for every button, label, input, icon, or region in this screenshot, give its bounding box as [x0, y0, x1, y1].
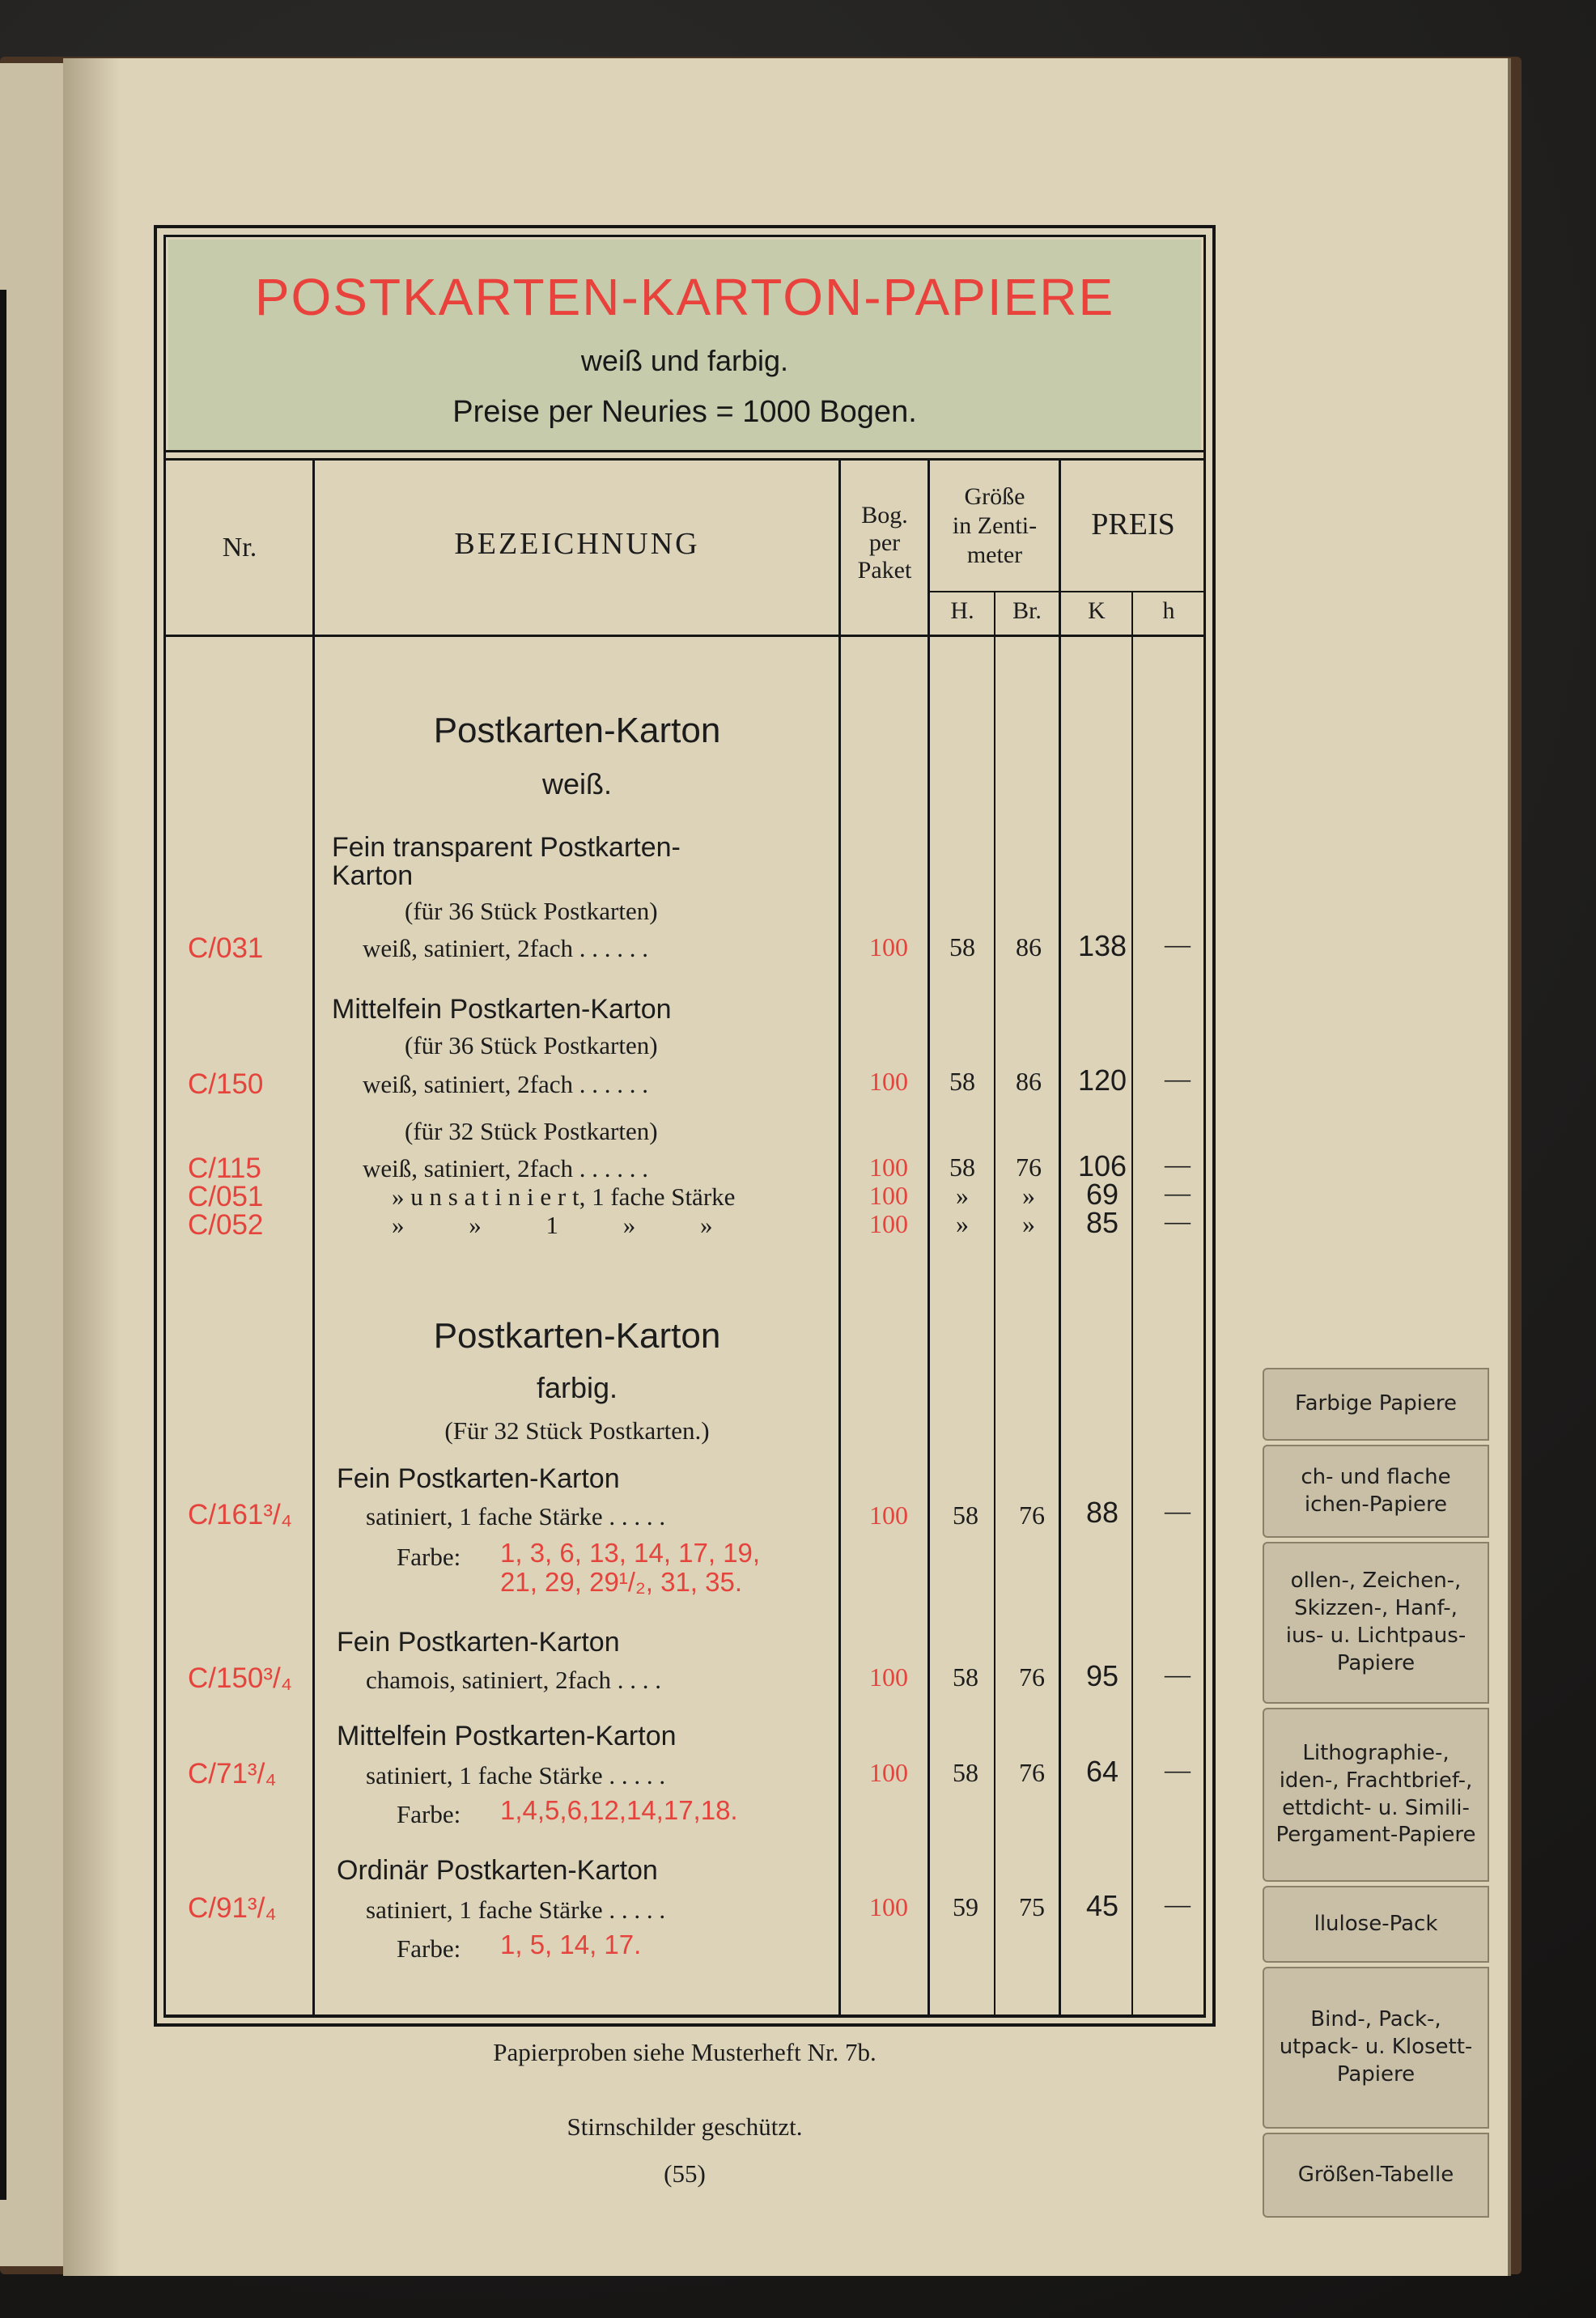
row-k: 64 — [1085, 1755, 1119, 1788]
row-br: 75 — [1019, 1892, 1045, 1921]
row-h: 58 — [949, 932, 975, 962]
group3-note: (für 32 Stück Postkarten) — [405, 1117, 658, 1145]
row-hl: — — [1165, 1659, 1191, 1688]
farbe-label: Farbe: — [397, 1800, 461, 1828]
farbe-values: 1,4,5,6,12,14,17,18. — [500, 1795, 738, 1825]
row-desc: weiß, satiniert, 2fach . . . . . . — [363, 1070, 648, 1098]
section-color-note: (Für 32 Stück Postkarten.) — [444, 1416, 710, 1445]
page-subtitle: weiß und farbig. — [580, 344, 789, 377]
rule-header-bottom-2 — [163, 458, 1206, 461]
row-qty: 100 — [869, 1209, 908, 1238]
section-color-heading: Postkarten-Karton — [433, 1316, 721, 1356]
row-br: » — [1022, 1181, 1035, 1210]
section-white-heading: Postkarten-Karton — [433, 711, 721, 750]
row-nr: C/91³/₄ — [188, 1892, 277, 1924]
rule-header-bottom — [163, 450, 1206, 452]
groesse-line-3: meter — [966, 541, 1023, 568]
farbe-label: Farbe: — [397, 1543, 461, 1571]
row-h: 58 — [953, 1662, 978, 1692]
footer-proben: Papierproben siehe Musterheft Nr. 7b. — [493, 2038, 877, 2066]
row-qty: 100 — [869, 1758, 908, 1787]
row-desc: » u n s a t i n i e r t, 1 fache Stärke — [392, 1182, 736, 1211]
row-nr: C/052 — [188, 1209, 264, 1241]
tab-flache-papiere[interactable]: ch- und flache ichen-Papiere — [1263, 1445, 1489, 1538]
col-rule-bog — [927, 460, 930, 2015]
bogen-line-1: Bog. — [861, 502, 908, 529]
row-desc: » » 1 » » — [392, 1211, 713, 1239]
row-desc: satiniert, 1 fache Stärke . . . . . — [366, 1502, 666, 1530]
row-br: 76 — [1019, 1501, 1045, 1530]
row-nr: C/150 — [188, 1068, 264, 1100]
col-header-k: K — [1088, 597, 1106, 624]
row-hl: — — [1165, 1063, 1191, 1093]
col-rule-h — [994, 592, 995, 2015]
col-header-preis: PREIS — [1091, 507, 1175, 541]
farbe-values-2: 21, 29, 29¹/₂, 31, 35. — [500, 1567, 743, 1597]
col-header-br: Br. — [1012, 597, 1042, 624]
row-h: 58 — [953, 1501, 978, 1530]
row-k: 88 — [1085, 1496, 1119, 1529]
col-header-groesse — [931, 482, 1059, 570]
row-k: 69 — [1085, 1178, 1119, 1211]
row-qty: 100 — [869, 1181, 908, 1210]
rule-footer — [163, 2015, 1206, 2018]
farbe-values: 1, 3, 6, 13, 14, 17, 19, — [500, 1538, 761, 1568]
group2-name: Mittelfein Postkarten-Karton — [332, 994, 672, 1025]
row-hl: — — [1165, 929, 1191, 958]
row-nr: C/71³/₄ — [188, 1758, 277, 1789]
row-hl: — — [1165, 1889, 1191, 1918]
row-desc: chamois, satiniert, 2fach . . . . — [366, 1666, 662, 1694]
group1-name-2: Karton — [332, 860, 414, 891]
row-h: » — [956, 1209, 969, 1238]
row-nr: C/051 — [188, 1181, 264, 1212]
col-header-hl: h — [1162, 597, 1175, 624]
col-header-nr: Nr. — [222, 533, 257, 563]
row-desc: weiß, satiniert, 2fach . . . . . . — [363, 934, 648, 962]
price-note: Preise per Neuries = 1000 Bogen. — [452, 395, 917, 429]
left-page-edge — [0, 63, 66, 2266]
rule-subheader — [929, 591, 1206, 592]
tab-zeichen-papiere[interactable]: ollen-, Zeichen-, Skizzen-, Hanf-, ius- u. Lichtpaus- Papiere — [1263, 1542, 1489, 1704]
tab-cellulose-pack[interactable]: llulose-Pack — [1263, 1886, 1489, 1963]
page-title: POSTKARTEN-KARTON-PAPIERE — [254, 268, 1115, 326]
section-white-sub: weiß. — [541, 767, 612, 800]
rule-columns-bottom — [163, 635, 1206, 637]
row-qty: 100 — [869, 1662, 908, 1692]
col-header-bogen — [842, 502, 927, 584]
row-nr: C/161³/₄ — [188, 1499, 293, 1530]
row-br: 86 — [1016, 932, 1042, 962]
bogen-line-3: Paket — [857, 557, 912, 584]
col-rule-bez — [838, 460, 841, 2015]
row-qty: 100 — [869, 932, 908, 962]
tab-farbige-papiere[interactable]: Farbige Papiere — [1263, 1368, 1489, 1441]
row-k: 106 — [1077, 1149, 1127, 1182]
footer-stirnschilder: Stirnschilder geschützt. — [567, 2112, 803, 2141]
page-number: (55) — [664, 2159, 706, 2188]
row-desc: weiß, satiniert, 2fach . . . . . . — [363, 1154, 648, 1182]
row-qty: 100 — [869, 1501, 908, 1530]
row-k: 45 — [1085, 1889, 1119, 1922]
item-name: Mittelfein Postkarten-Karton — [337, 1721, 677, 1751]
row-h: 58 — [953, 1758, 978, 1787]
row-hl: — — [1165, 1206, 1191, 1235]
col-rule-nr — [312, 460, 315, 2015]
row-br: 86 — [1016, 1067, 1042, 1096]
row-qty: 100 — [869, 1892, 908, 1921]
item-name: Fein Postkarten-Karton — [337, 1463, 620, 1494]
row-desc: satiniert, 1 fache Stärke . . . . . — [366, 1761, 666, 1789]
tab-pack-papiere[interactable]: Bind-, Pack-, utpack- u. Klosett- Papiere — [1263, 1967, 1489, 2129]
bogen-line-2: per — [868, 529, 901, 556]
row-k: 138 — [1077, 929, 1127, 962]
row-qty: 100 — [869, 1067, 908, 1096]
item-name: Fein Postkarten-Karton — [337, 1627, 620, 1658]
row-hl: — — [1165, 1178, 1191, 1207]
row-k: 85 — [1085, 1206, 1119, 1239]
group1-name-1: Fein transparent Postkarten- — [332, 832, 681, 863]
group2-note: (für 36 Stück Postkarten) — [405, 1031, 658, 1059]
row-desc: satiniert, 1 fache Stärke . . . . . — [366, 1896, 666, 1924]
col-header-h: H. — [950, 597, 974, 624]
groesse-line-1: Größe — [964, 483, 1025, 510]
row-h: 58 — [949, 1067, 975, 1096]
row-hl: — — [1165, 1149, 1191, 1178]
row-hl: — — [1165, 1496, 1191, 1525]
farbe-values: 1, 5, 14, 17. — [500, 1930, 642, 1959]
row-br: 76 — [1019, 1758, 1045, 1787]
row-hl: — — [1165, 1755, 1191, 1784]
row-br: 76 — [1019, 1662, 1045, 1692]
tab-groessen-tabelle[interactable]: Größen-Tabelle — [1263, 2133, 1489, 2218]
group1-note: (für 36 Stück Postkarten) — [405, 897, 658, 925]
row-k: 95 — [1085, 1659, 1119, 1692]
col-header-bezeichnung: BEZEICHNUNG — [454, 527, 700, 561]
row-h: » — [956, 1181, 969, 1210]
row-k: 120 — [1077, 1063, 1127, 1097]
groesse-line-2: in Zenti- — [952, 512, 1038, 539]
row-nr: C/150³/₄ — [188, 1662, 293, 1694]
section-color-sub: farbig. — [536, 1371, 618, 1404]
row-h: 59 — [953, 1892, 978, 1921]
farbe-label: Farbe: — [397, 1934, 461, 1963]
col-rule-k — [1131, 592, 1133, 2015]
row-nr: C/115 — [188, 1153, 261, 1184]
row-br: » — [1022, 1209, 1035, 1238]
tab-lithographie-papiere[interactable]: Lithographie-, iden-, Frachtbrief-, ettdicht- u. Simili- Pergament-Papiere — [1263, 1708, 1489, 1882]
item-name: Ordinär Postkarten-Karton — [337, 1855, 658, 1886]
row-br: 76 — [1016, 1153, 1042, 1182]
row-h: 58 — [949, 1153, 975, 1182]
row-nr: C/031 — [188, 932, 264, 964]
row-qty: 100 — [869, 1153, 908, 1182]
